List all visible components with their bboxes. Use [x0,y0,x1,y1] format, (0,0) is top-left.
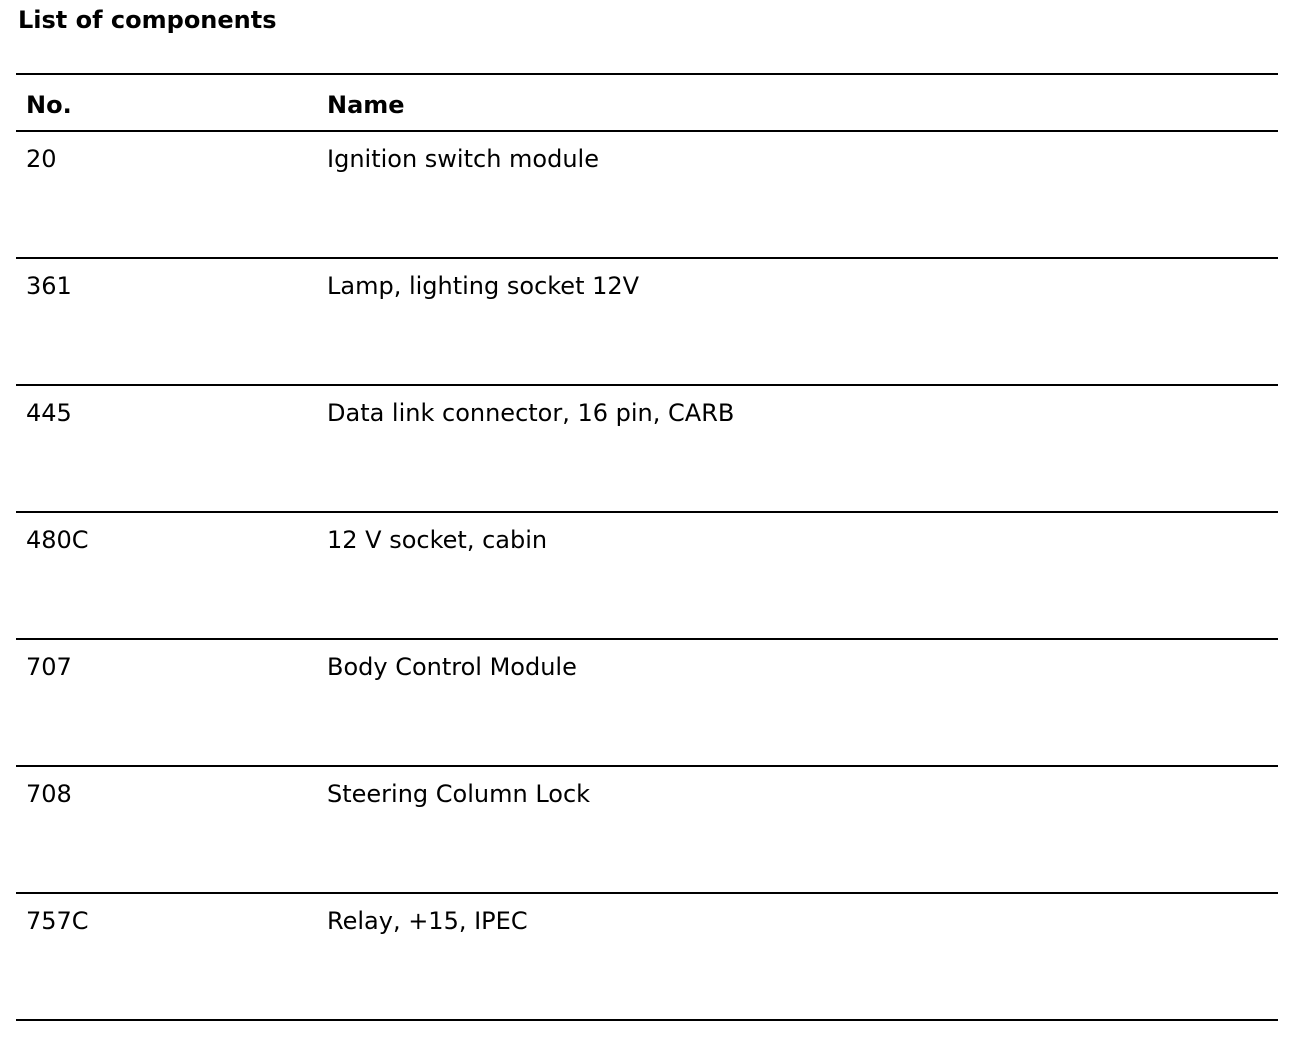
page-title: List of components [18,6,277,34]
column-header-no: No. [26,91,72,119]
component-number: 708 [26,780,72,808]
component-name: Data link connector, 16 pin, CARB [327,399,735,427]
table-row [16,767,1278,894]
components-table [16,73,1278,1021]
component-number: 480C [26,526,89,554]
component-name: Relay, +15, IPEC [327,907,528,935]
component-name: Lamp, lighting socket 12V [327,272,640,300]
component-number: 757C [26,907,89,935]
component-number: 20 [26,145,57,173]
table-row [16,640,1278,767]
table-row [16,259,1278,386]
component-number: 361 [26,272,72,300]
component-number: 707 [26,653,72,681]
table-row [16,132,1278,259]
table-row [16,386,1278,513]
table-row [16,894,1278,1021]
table-header-row [16,75,1278,132]
component-name: Steering Column Lock [327,780,591,808]
table-row [16,513,1278,640]
component-name: Body Control Module [327,653,577,681]
column-header-name: Name [327,91,405,119]
component-number: 445 [26,399,72,427]
component-name: 12 V socket, cabin [327,526,548,554]
component-name: Ignition switch module [327,145,599,173]
